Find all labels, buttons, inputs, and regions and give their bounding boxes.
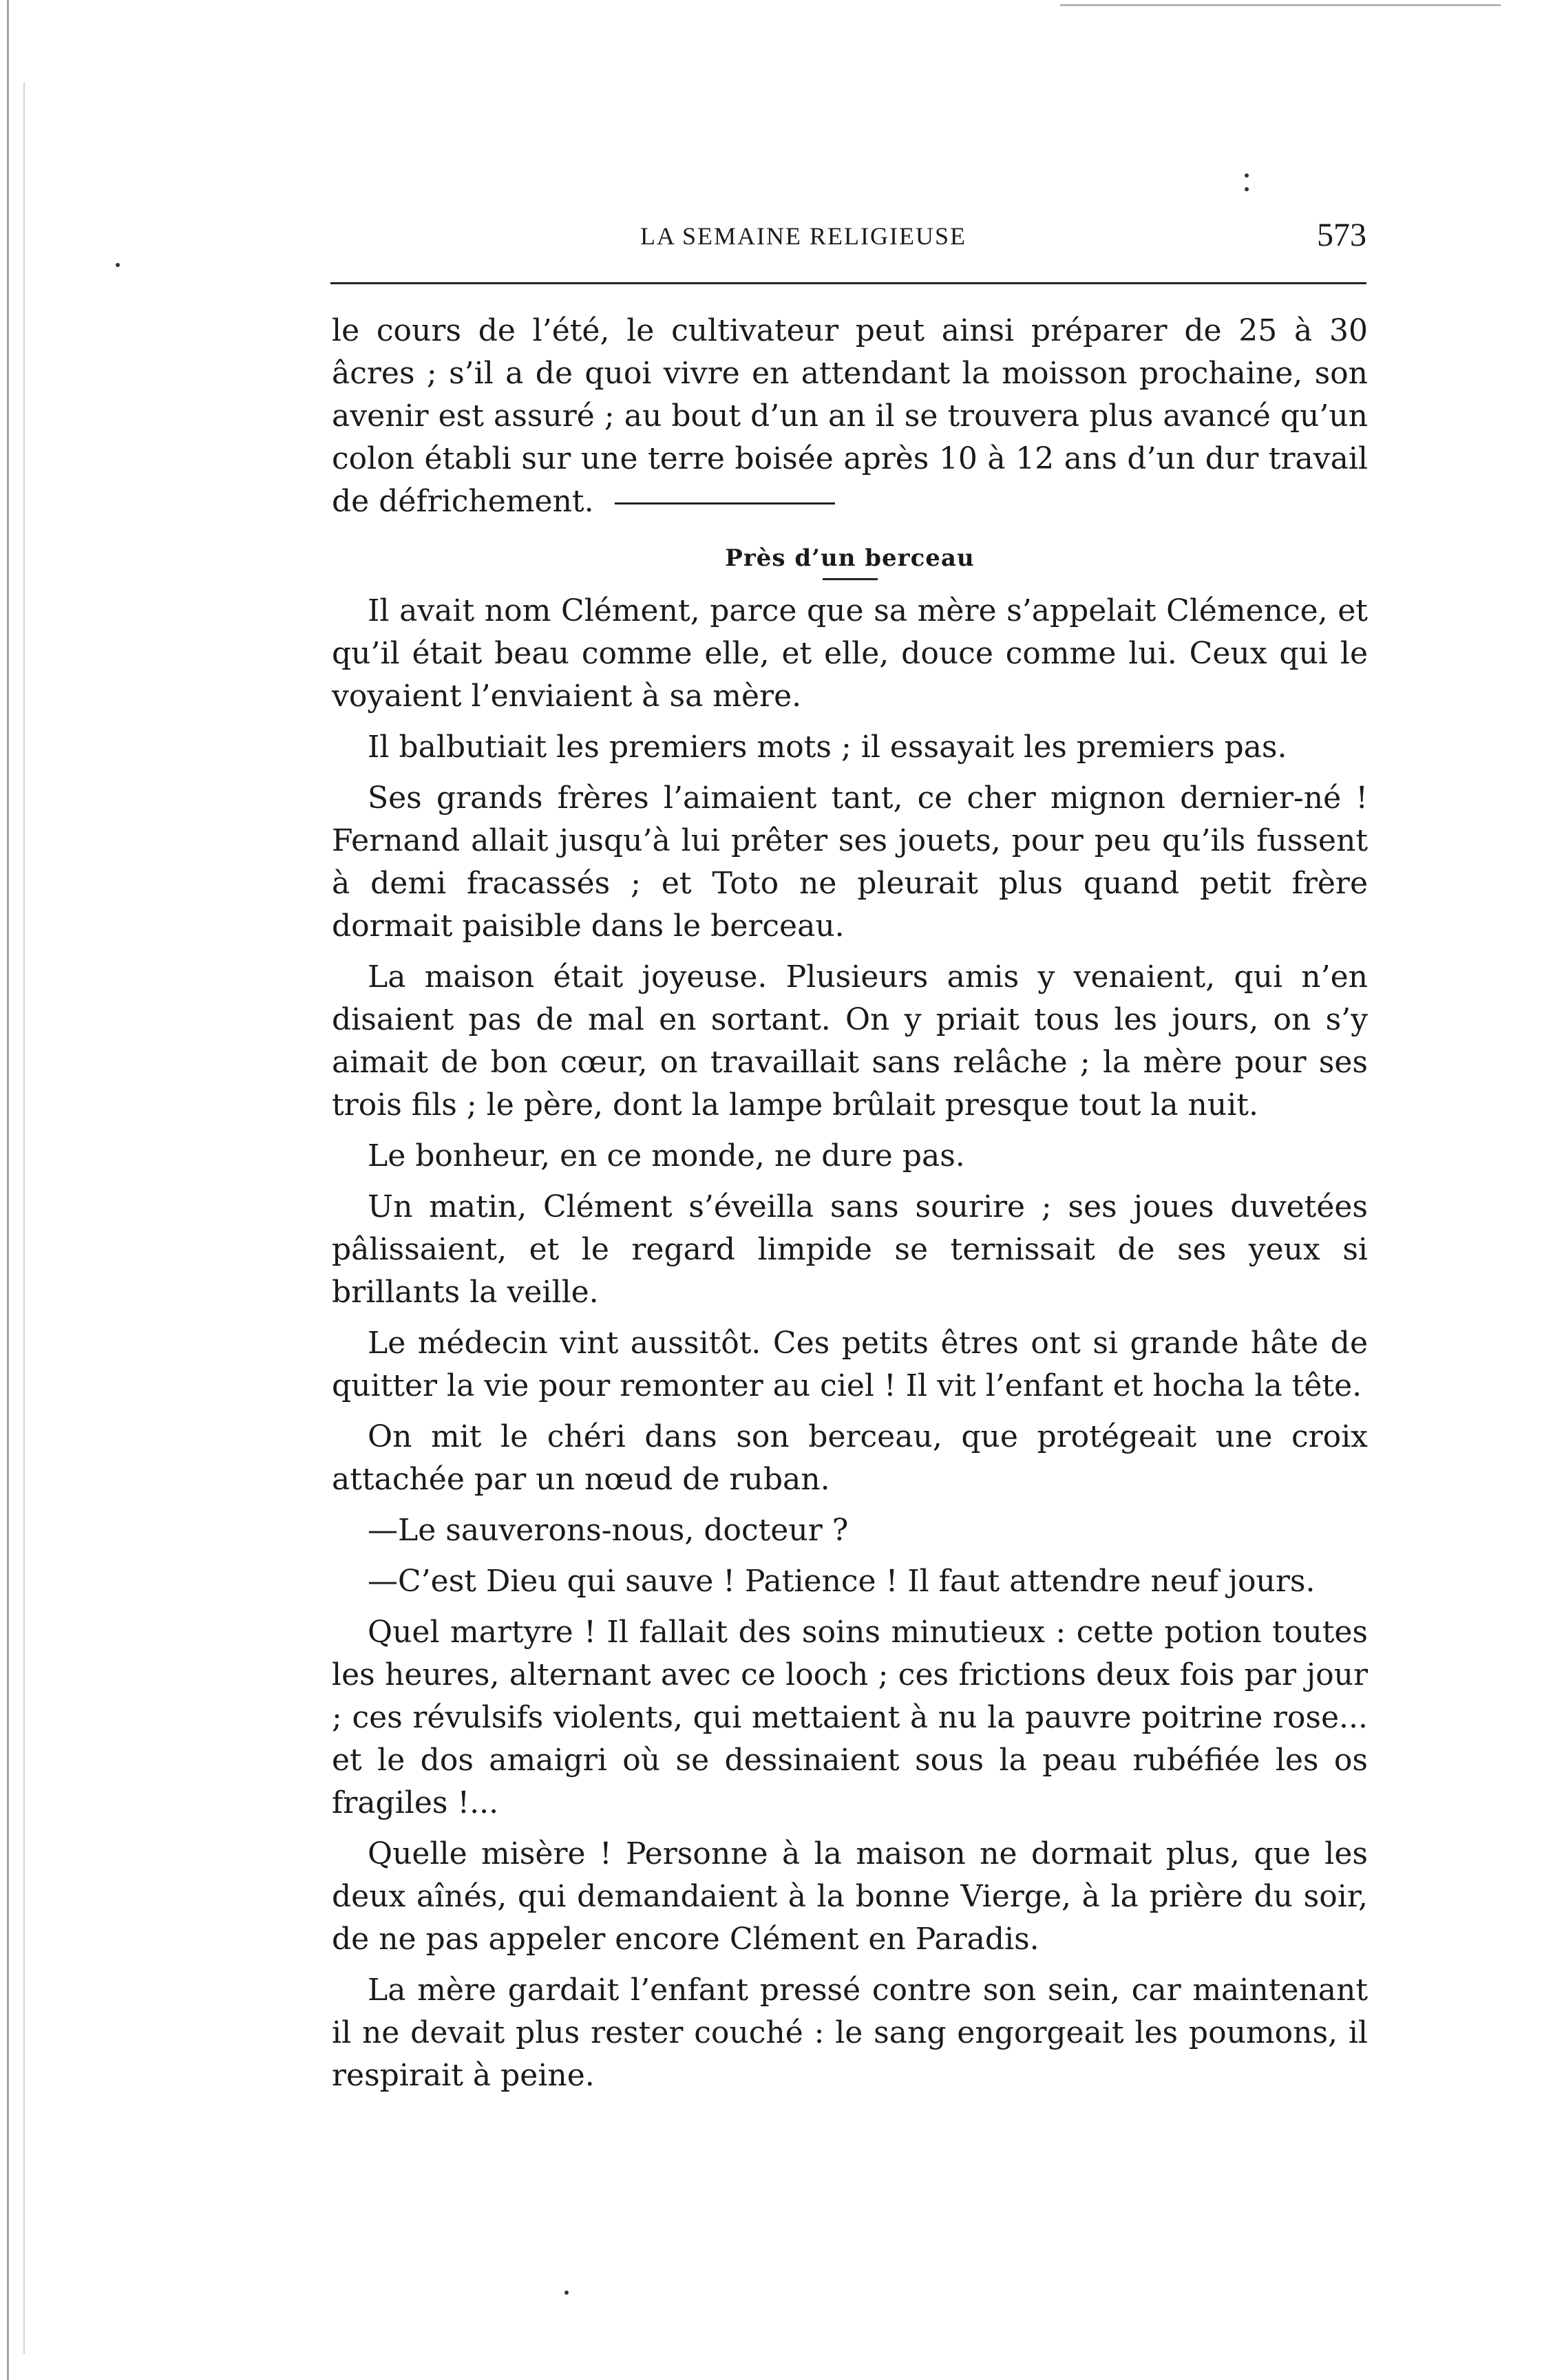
section-title: Près d’un berceau: [725, 544, 975, 572]
paragraph: Il balbutiait les premiers mots ; il essayait les premiers pas.: [368, 730, 1287, 765]
paragraph: Le bonheur, en ce monde, ne dure pas.: [368, 1138, 965, 1173]
stray-mark: [116, 263, 120, 267]
top-edge-mark: [1060, 4, 1501, 6]
paragraph: Quelle misère ! Personne à la maison ne dormait plus, que les deux aînés, qui demandaient à la bonne Vierge, à la prière du soir, de ne pas appeler encore Clément en Paradis.: [332, 1836, 1368, 1957]
paragraph: On mit le chéri dans son berceau, que protégeait une croix attachée par un nœud de ruban.: [332, 1419, 1368, 1497]
paragraph: La mère gardait l’enfant pressé contre son sein, car maintenant il ne devait plus rester couché : le sang engorgeait les poumons, il respirait à peine.: [332, 1973, 1368, 2093]
paragraph: La maison était joyeuse. Plusieurs amis y venaient, qui n’en disaient pas de mal en sortant. On y priait tous les jours, on s’y aimait de bon cœur, on travaillait sans relâche ; la mère pour ses trois fils ; le père, dont la lampe brûlait presque tout la nuit.: [332, 959, 1368, 1123]
running-head: LA SEMAINE RELIGIEUSE: [640, 222, 967, 250]
title-dash: [823, 578, 878, 580]
stray-mark: [1245, 173, 1249, 178]
header-rule: [330, 282, 1366, 284]
continuation-paragraph: le cours de l’été, le cultivateur peut ainsi préparer de 25 à 30 âcres ; s’il a de quoi vivre en attendant la moisson prochaine, son avenir est assuré ; au bout d’un an il se trouvera plus avancé qu’un colon établi sur une terre boisée après 10 à 12 ans d’un dur travail de défrichement.: [332, 313, 1368, 519]
paragraph: Il avait nom Clément, parce que sa mère s’appelait Clémence, et qu’il était beau comme elle, et elle, douce comme lui. Ceux qui le voyaient l’enviaient à sa mère.: [332, 593, 1368, 714]
article-body: [332, 310, 1368, 2105]
section-divider: [615, 502, 835, 504]
paragraph: Quel martyre ! Il fallait des soins minutieux : cette potion toutes les heures, alternant avec ce looch ; ces frictions deux fois par jour ; ces révulsifs violents, qui mettaient à nu la pauvre poitrine rose... et le dos amaigri où se dessinaient sous la peau rubéfiée les os fragiles !...: [332, 1615, 1368, 1820]
paragraph: Ses grands frères l’aimaient tant, ce cher mignon dernier-né ! Fernand allait jusqu’à lui prêter ses jouets, pour peu qu’ils fussent à demi fracassés ; et Toto ne pleurait plus quand petit frère dormait paisible dans le berceau.: [332, 780, 1368, 944]
page-header: [330, 217, 1366, 260]
paragraph: Un matin, Clément s’éveilla sans sourire ; ses joues duvetées pâlissaient, et le regard limpide se ternissait de ses yeux si brillants la veille.: [332, 1189, 1368, 1310]
page-edge-shadow: [7, 0, 9, 2380]
paragraph: Le médecin vint aussitôt. Ces petits êtres ont si grande hâte de quitter la vie pour remonter au ciel ! Il vit l’enfant et hocha la tête.: [332, 1326, 1368, 1403]
dialogue-line: —Le sauverons-nous, docteur ?: [368, 1513, 849, 1548]
page-number: 573: [1317, 217, 1366, 253]
page-edge-line: [23, 83, 25, 2354]
stray-mark: [564, 2291, 569, 2295]
stray-mark: [1245, 187, 1249, 191]
dialogue-line: —C’est Dieu qui sauve ! Patience ! Il faut attendre neuf jours.: [368, 1564, 1316, 1599]
